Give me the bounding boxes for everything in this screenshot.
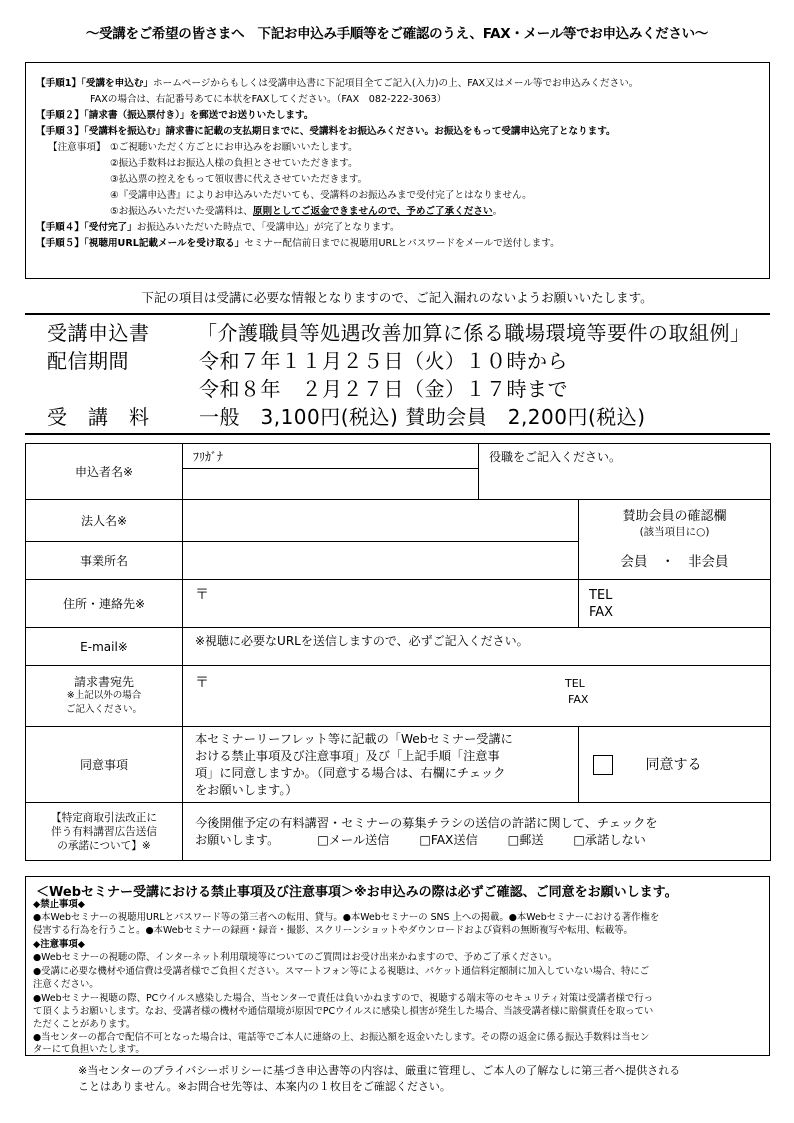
consent-label: 同意事項: [26, 727, 183, 803]
invoice-sub-2: ご記入ください。: [65, 704, 142, 715]
step-1-fax: FAXの場合は、右記番号あてに本状をFAXしてください。（FAX 082-222-3063）: [90, 94, 447, 105]
email-label: E-mail※: [26, 628, 183, 666]
prohibited-head: ◆禁止事項◆: [33, 899, 85, 910]
ad-text-line-2: お願いします。: [195, 832, 280, 847]
consent-line-4: をお願いします。）: [195, 782, 298, 797]
fee-text: 一般 3,100円(税込) 賛助会員 2,200円(税込): [199, 405, 646, 429]
ad-option-post[interactable]: □郵送: [507, 832, 544, 847]
ad-label-line-2: 伴う有料講習広告送信: [51, 825, 157, 838]
application-form: [25, 443, 771, 861]
invoice-postal-mark: 〒: [195, 675, 209, 691]
applicant-name-field[interactable]: [183, 469, 479, 500]
caution-line-4b: ターにて負担いたします。: [33, 1044, 145, 1055]
ad-consent-cell: [183, 803, 771, 861]
furigana-field[interactable]: [183, 444, 479, 469]
consent-line-1: 本セミナーリーフレット等に記載の「Webセミナー受講に: [195, 731, 513, 746]
caution-line-2b: 注意ください。: [33, 979, 99, 990]
caution-head: ◆注意事項◆: [33, 939, 85, 950]
invoice-field[interactable]: [183, 666, 771, 727]
invoice-fax-label: FAX: [568, 693, 589, 706]
consent-checkbox[interactable]: [593, 755, 613, 775]
heading-label-application: 受講申込書: [47, 321, 150, 345]
member-check-sub: (該当項目に○): [639, 525, 710, 538]
heading-label-period: 配信期間: [47, 349, 129, 373]
corp-label: 法人名※: [26, 500, 183, 542]
consent-agree-cell[interactable]: [579, 727, 771, 803]
furigana-label: ﾌﾘｶﾞﾅ: [193, 449, 224, 464]
tel-label: TEL: [589, 587, 613, 603]
period-end: 令和８年 ２月２７日（金）１７時まで: [199, 377, 568, 401]
step-2: 【手順２】「請求書（振込票付き）」を郵送でお送りいたします。: [36, 110, 314, 121]
prohibited-line-1: ●本Webセミナーの視聴用URLとパスワード等の第三者への転用、貸与。●本Webセミナーの SNS 上への掲載。●本Webセミナーにおける著作権を: [33, 912, 660, 923]
member-options[interactable]: 会員 ・ 非会員: [579, 542, 771, 580]
member-check-title: 賛助会員の確認欄: [622, 508, 727, 524]
ad-option-fax[interactable]: □FAX送信: [419, 832, 478, 847]
note-3: ③払込票の控えをもって領収書に代えさせていただきます。: [110, 174, 368, 185]
address-field[interactable]: [183, 580, 579, 628]
step-3: 【手順３】「受講料を振込む」請求書に記載の支払期日までに、受講料をお振込みください。お振込をもって受講申込完了となります。: [36, 126, 616, 137]
step-4: 【手順４】「受付完了」お振込みいただいた時点で、「受講申込」が完了となります。: [36, 222, 400, 233]
rules-box: [25, 876, 770, 1056]
caution-line-2a: ●受講に必要な機材や通信費は受講者様でご負担ください。スマートフォン等による視聴は、パケット通信料定額制に加入していない場合、特にご: [33, 966, 650, 977]
consent-text: [183, 727, 579, 803]
invoice-tel-label: TEL: [565, 677, 585, 690]
caution-line-3b: て頂くようお願いします。なお、受講者様の機材や通信環境が原因でPCウイルスに感染し損害が発生した場合、当該受講者様に賠償責任を取ってい: [33, 1006, 654, 1017]
office-label: 事業所名: [26, 542, 183, 580]
note-4: ④『受講申込書』によりお申込みいただいても、受講料のお振込みまで受付完了とはなりません。: [110, 190, 532, 201]
invoice-label: 請求書宛先: [73, 675, 134, 689]
step-5: 【手順５】「視聴用URL記載メールを受け取る」セミナー配信前日までに視聴用URLとパスワードをメールで送付します。: [36, 238, 560, 249]
caution-line-1: ●Webセミナーの視聴の際、インターネット利用環境等についてのご質問はお受け出来かねますので、予めご了承ください。: [33, 952, 558, 963]
notice-text: 下記の項目は受講に必要な情報となりますので、ご記入漏れのないようお願いいたします。: [141, 290, 653, 305]
note-head: 【注意事項】: [48, 142, 106, 153]
applicant-label: 申込者名※: [26, 444, 183, 500]
caution-line-3a: ●Webセミナー視聴の際、PCウイルス感染した場合、当センターで責任は負いかねますので、視聴する端末等のセキュリティ対策は受講者様で行っ: [33, 993, 654, 1004]
contact-field[interactable]: [579, 580, 771, 628]
step-1-title: 「受講を申込む」: [81, 78, 154, 89]
invoice-label-cell: [26, 666, 183, 727]
step-1-text: ホームページからもしくは受講申込書に下記項目全てご記入(入力)の上、FAX又はメール等でお申込みください。: [153, 78, 639, 89]
fax-label: FAX: [589, 604, 614, 620]
consent-line-2: おける禁止事項及び注意事項」及び「上記手順「注意事: [195, 748, 500, 763]
seminar-title: 「介護職員等処遇改善加算に係る職場環境等要件の取組例」: [197, 321, 751, 345]
privacy-line-2: ことはありません。※お問合せ先等は、本案内の１枚目をご確認ください。: [78, 1080, 451, 1093]
ad-label-line-3: の承諾について】※: [57, 839, 151, 852]
consent-agree-label: 同意する: [645, 757, 702, 773]
step-1: [36, 77, 638, 90]
note-1: ①ご視聴いただく方ごとにお申込みをお願いいたします。: [110, 142, 358, 153]
position-hint: 役職をご記入ください。: [489, 450, 622, 464]
caution-line-4a: ●当センターの都合で配信不可となった場合は、電話等でご本人に連絡の上、お振込額を返金いたします。その際の返金に係る振込手数料は当セン: [33, 1032, 650, 1043]
caution-line-3c: ただくことがあります。: [33, 1019, 136, 1030]
corp-name-field[interactable]: [183, 500, 579, 542]
office-name-field[interactable]: [183, 542, 579, 580]
note-2: ②振込手数料はお振込人様の負担とさせていただきます。: [110, 158, 358, 169]
postal-mark: 〒: [195, 587, 209, 603]
period-start: 令和７年１１月２５日（火）１０時から: [199, 349, 568, 373]
ad-text-line-1: 今後開催予定の有料講習・セミナーの募集チラシの送信の許諾に関して、チェックを: [195, 815, 658, 830]
heading-label-fee: 受 講 料: [47, 405, 150, 429]
consent-line-3: 項」に同意しますか。（同意する場合は、右欄にチェック: [195, 765, 506, 780]
procedure-box: [25, 62, 770, 279]
ad-consent-label: [26, 803, 183, 861]
prohibited-line-2: 侵害する行為を行うこと。●本Webセミナーの録画・録音・撮影、スクリーンショットやダウンロードおよび資料の無断複写や転用、転載等。: [33, 925, 633, 936]
email-hint: ※視聴に必要なURLを送信しますので、必ずご記入ください。: [195, 634, 529, 648]
step-1-tag: 【手順1】: [36, 78, 82, 89]
ad-option-email[interactable]: □メール送信: [317, 832, 390, 847]
privacy-line-1: ※当センターのプライバシーポリシーに基づき申込書等の内容は、厳重に管理し、ご本人の了解なしに第三者へ提供される: [78, 1064, 681, 1077]
note-5: ⑤お振込みいただいた受講料は、原則としてご返金できませんので、予めご了承ください。: [110, 206, 503, 217]
rules-title: ＜Webセミナー受講における禁止事項及び注意事項＞※お申込みの際は必ずご確認、ご同意をお願いします。: [36, 885, 678, 900]
position-field[interactable]: [479, 444, 771, 500]
ad-option-decline[interactable]: □承諾しない: [573, 832, 646, 847]
invoice-sub-1: ※上記以外の場合: [66, 690, 142, 701]
top-banner: 〜受講をご希望の皆さまへ 下記お申込み手順等をご確認のうえ、FAX・メール等でお申込みください〜: [85, 26, 709, 42]
heading-block: [25, 313, 770, 435]
address-label: 住所・連絡先※: [26, 580, 183, 628]
email-field[interactable]: [183, 628, 771, 666]
ad-label-line-1: 【特定商取引法改正に: [51, 811, 157, 824]
member-check-header: [579, 500, 771, 542]
